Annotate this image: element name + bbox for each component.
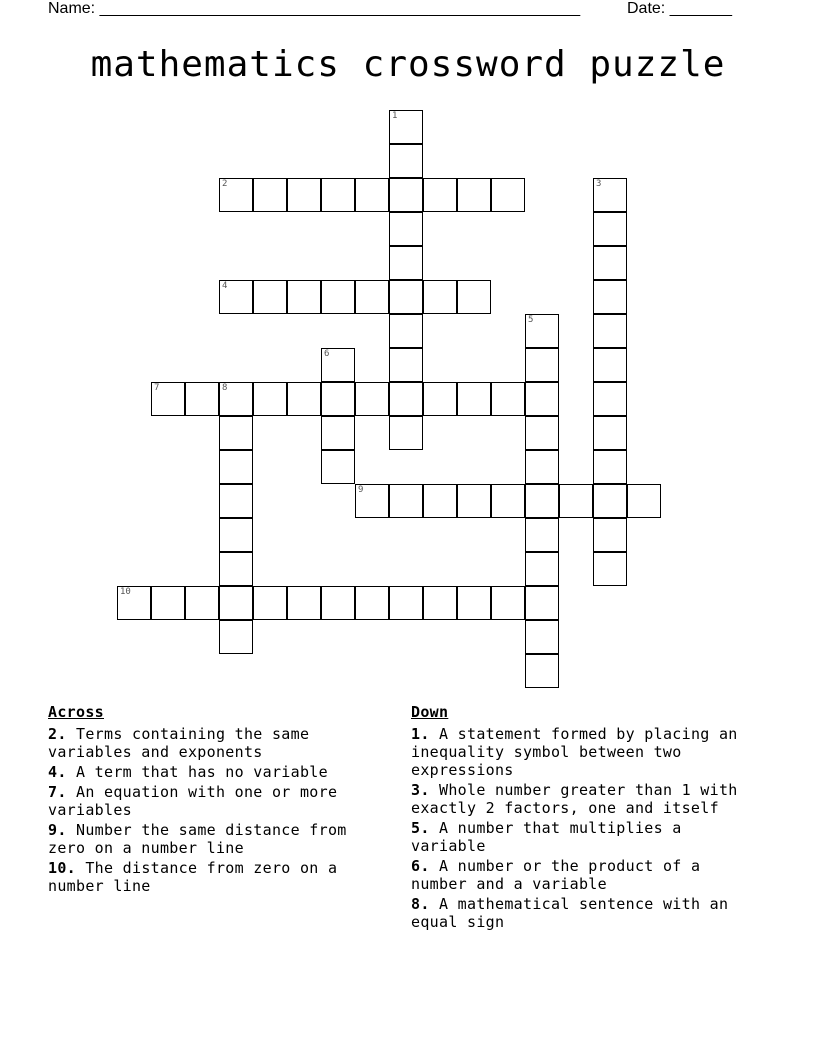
crossword-cell[interactable] <box>491 382 525 416</box>
crossword-cell[interactable] <box>525 620 559 654</box>
down-clues <box>411 703 761 933</box>
crossword-cell[interactable] <box>389 110 423 144</box>
crossword-cell[interactable] <box>525 586 559 620</box>
crossword-cell[interactable] <box>219 552 253 586</box>
crossword-cell[interactable] <box>185 382 219 416</box>
crossword-cell[interactable] <box>389 314 423 348</box>
crossword-cell[interactable] <box>287 280 321 314</box>
crossword-cell[interactable] <box>219 518 253 552</box>
page-title: mathematics crossword puzzle <box>90 44 726 85</box>
across-clue: 7. An equation with one or more variables <box>48 783 338 819</box>
crossword-cell[interactable] <box>593 314 627 348</box>
crossword-cell[interactable] <box>355 382 389 416</box>
crossword-cell[interactable] <box>389 212 423 246</box>
crossword-cell[interactable] <box>253 586 287 620</box>
crossword-cell[interactable] <box>389 416 423 450</box>
crossword-cell[interactable] <box>423 280 457 314</box>
across-clue: 9. Number the same distance from zero on a number line <box>48 821 347 857</box>
crossword-cell[interactable] <box>525 314 559 348</box>
crossword-cell[interactable] <box>321 382 355 416</box>
crossword-cell[interactable] <box>321 586 355 620</box>
cell-number: 8 <box>222 383 228 393</box>
crossword-cell[interactable] <box>457 484 491 518</box>
cell-number: 2 <box>222 179 228 189</box>
crossword-cell[interactable] <box>389 348 423 382</box>
crossword-cell[interactable] <box>219 416 253 450</box>
crossword-cell[interactable] <box>491 178 525 212</box>
down-clue: 3. Whole number greater than 1 with exactly 2 factors, one and itself <box>411 781 738 817</box>
crossword-cell[interactable] <box>593 416 627 450</box>
crossword-cell[interactable] <box>593 178 627 212</box>
crossword-cell[interactable] <box>525 348 559 382</box>
crossword-cell[interactable] <box>219 586 253 620</box>
crossword-cell[interactable] <box>117 586 151 620</box>
crossword-cell[interactable] <box>321 178 355 212</box>
crossword-cell[interactable] <box>423 586 457 620</box>
crossword-cell[interactable] <box>219 178 253 212</box>
crossword-cell[interactable] <box>389 382 423 416</box>
crossword-cell[interactable] <box>593 212 627 246</box>
crossword-cell[interactable] <box>389 246 423 280</box>
crossword-cell[interactable] <box>151 586 185 620</box>
crossword-cell[interactable] <box>593 246 627 280</box>
crossword-cell[interactable] <box>423 484 457 518</box>
crossword-cell[interactable] <box>593 552 627 586</box>
name-label: Name: ______________________________________________________ <box>48 0 581 17</box>
crossword-cell[interactable] <box>389 484 423 518</box>
crossword-cell[interactable] <box>525 416 559 450</box>
crossword-cell[interactable] <box>219 450 253 484</box>
down-clue: 5. A number that multiplies a variable <box>411 819 682 855</box>
down-clue: 8. A mathematical sentence with an equal sign <box>411 895 729 931</box>
crossword-cell[interactable] <box>321 416 355 450</box>
crossword-cell[interactable] <box>321 348 355 382</box>
crossword-cell[interactable] <box>525 450 559 484</box>
down-clue: 1. A statement formed by placing an inequality symbol between two expressions <box>411 725 738 779</box>
crossword-cell[interactable] <box>457 586 491 620</box>
crossword-cell[interactable] <box>389 586 423 620</box>
crossword-cell[interactable] <box>321 450 355 484</box>
date-label: Date: _______ <box>627 0 732 17</box>
cell-number: 9 <box>358 485 364 495</box>
crossword-cell[interactable] <box>287 382 321 416</box>
crossword-cell[interactable] <box>219 484 253 518</box>
cell-number: 7 <box>154 383 160 393</box>
cell-number: 1 <box>392 111 398 121</box>
crossword-cell[interactable] <box>491 586 525 620</box>
across-heading: Across <box>48 703 104 721</box>
crossword-cell[interactable] <box>525 484 559 518</box>
crossword-cell[interactable] <box>253 178 287 212</box>
crossword-cell[interactable] <box>287 178 321 212</box>
crossword-cell[interactable] <box>389 144 423 178</box>
crossword-cell[interactable] <box>627 484 661 518</box>
crossword-cell[interactable] <box>525 518 559 552</box>
crossword-cell[interactable] <box>491 484 525 518</box>
crossword-cell[interactable] <box>457 280 491 314</box>
crossword-cell[interactable] <box>389 280 423 314</box>
crossword-cell[interactable] <box>355 484 389 518</box>
crossword-cell[interactable] <box>423 382 457 416</box>
crossword-cell[interactable] <box>525 552 559 586</box>
across-clue: 10. The distance from zero on a number line <box>48 859 338 895</box>
crossword-cell[interactable] <box>559 484 593 518</box>
cell-number: 5 <box>528 315 534 325</box>
crossword-cell[interactable] <box>457 178 491 212</box>
crossword-cell[interactable] <box>525 654 559 688</box>
down-heading: Down <box>411 703 449 721</box>
cell-number: 10 <box>120 587 131 597</box>
crossword-cell[interactable] <box>219 620 253 654</box>
crossword-cell[interactable] <box>593 382 627 416</box>
crossword-cell[interactable] <box>185 586 219 620</box>
crossword-cell[interactable] <box>457 382 491 416</box>
crossword-cell[interactable] <box>151 382 185 416</box>
crossword-cell[interactable] <box>525 382 559 416</box>
across-clues <box>48 703 393 897</box>
crossword-cell[interactable] <box>593 518 627 552</box>
crossword-cell[interactable] <box>321 280 355 314</box>
crossword-cell[interactable] <box>355 178 389 212</box>
crossword-cell[interactable] <box>287 586 321 620</box>
crossword-cell[interactable] <box>593 348 627 382</box>
crossword-cell[interactable] <box>389 178 423 212</box>
across-clue: 2. Terms containing the same variables and exponents <box>48 725 310 761</box>
cell-number: 4 <box>222 281 228 291</box>
crossword-cell[interactable] <box>593 484 627 518</box>
crossword-cell[interactable] <box>355 280 389 314</box>
down-clue: 6. A number or the product of a number and a variable <box>411 857 701 893</box>
crossword-cell[interactable] <box>219 280 253 314</box>
crossword-cell[interactable] <box>253 280 287 314</box>
crossword-cell[interactable] <box>355 586 389 620</box>
cell-number: 3 <box>596 179 602 189</box>
crossword-cell[interactable] <box>253 382 287 416</box>
crossword-cell[interactable] <box>423 178 457 212</box>
crossword-cell[interactable] <box>593 280 627 314</box>
cell-number: 6 <box>324 349 330 359</box>
crossword-cell[interactable] <box>219 382 253 416</box>
across-clue: 4. A term that has no variable <box>48 763 328 781</box>
crossword-cell[interactable] <box>593 450 627 484</box>
